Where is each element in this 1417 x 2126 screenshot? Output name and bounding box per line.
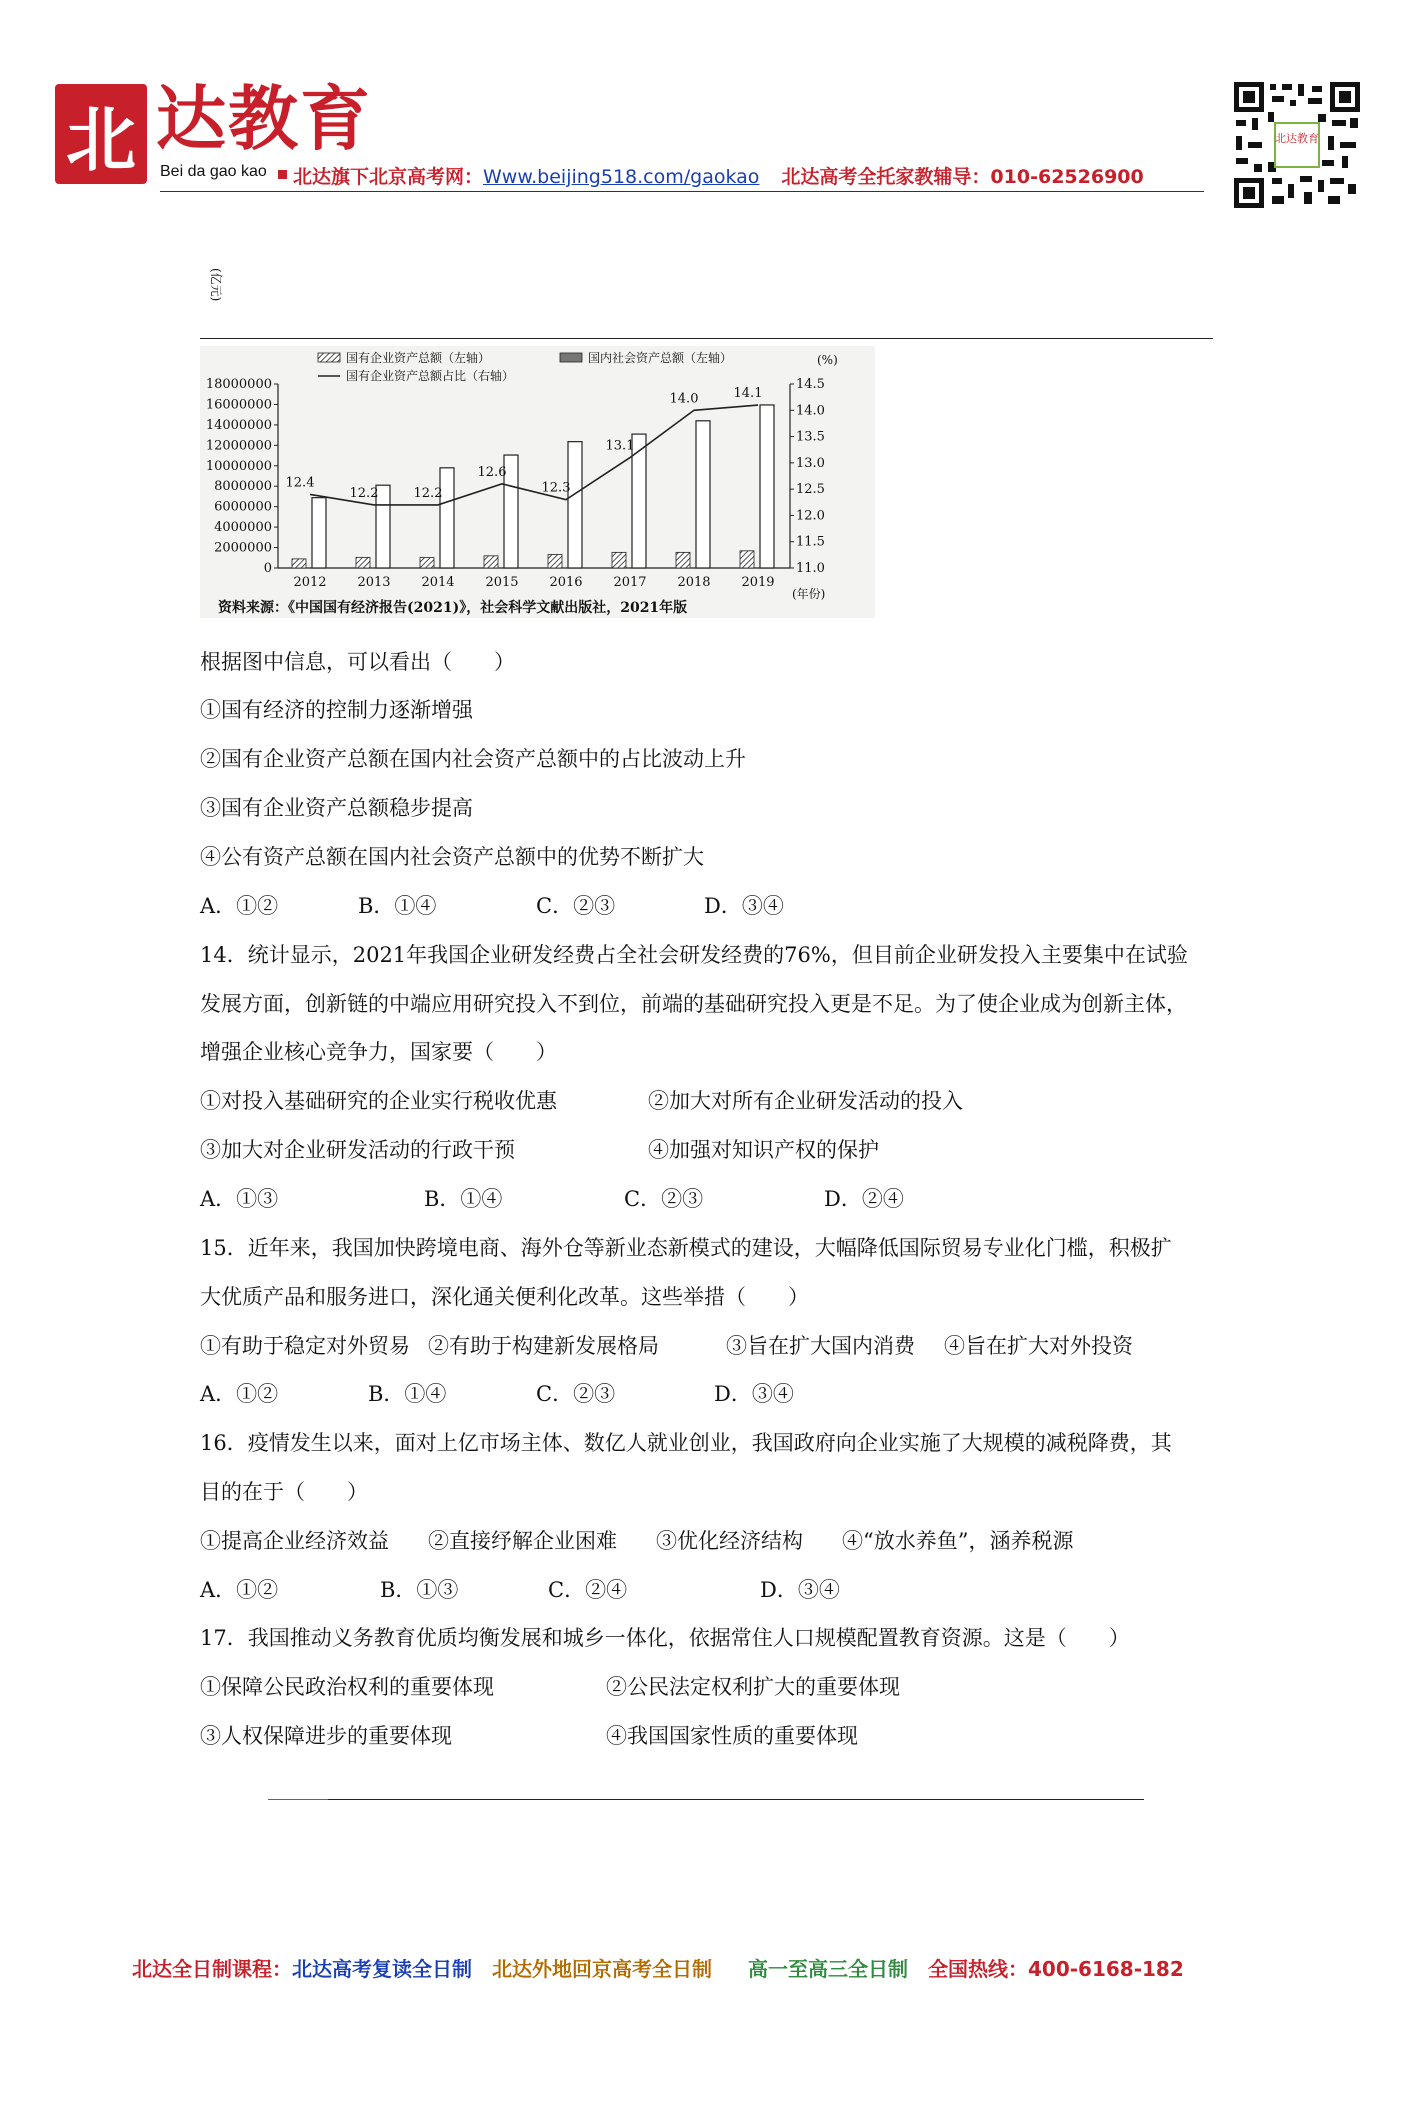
q14-item-3: ③加大对企业研发活动的行政干预 bbox=[200, 1138, 515, 1162]
left-tick-label: 16000000 bbox=[205, 397, 272, 413]
q14-stem-line-2: 发展方面，创新链的中端应用研究投入不到位，前端的基础研究投入更是不足。为了使企业成为创新主体， bbox=[200, 992, 1187, 1016]
bar-social-assets bbox=[568, 442, 582, 568]
q16-option-c[interactable]: C．②④ bbox=[548, 1578, 628, 1602]
content-bottom-divider bbox=[328, 1799, 1144, 1800]
q16-option-b[interactable]: B．①③ bbox=[380, 1578, 459, 1602]
footer-course-3[interactable]: 高一至高三全日制 bbox=[748, 1957, 908, 1981]
logo-text: 达教育 bbox=[156, 78, 372, 160]
site-link[interactable]: Www.beijing518.com/gaokao bbox=[483, 166, 760, 188]
bar-state-assets bbox=[356, 557, 370, 568]
q16-stem-line-1: 16．疫情发生以来，面对上亿市场主体、数亿人就业创业，我国政府向企业实施了大规模的减税降费，其 bbox=[200, 1431, 1172, 1455]
right-tick-label: 14.5 bbox=[796, 377, 825, 392]
q17-item-4: ④我国国家性质的重要体现 bbox=[606, 1724, 858, 1748]
logo-pinyin: Bei da gao kao bbox=[160, 163, 267, 180]
legend-swatch-social-assets bbox=[560, 353, 582, 362]
legend-social-assets: 国内社会资产总额（左轴） bbox=[588, 351, 733, 365]
share-data-label: 13.1 bbox=[605, 438, 635, 454]
content-top-divider bbox=[200, 338, 1213, 339]
bar-social-assets bbox=[696, 421, 710, 568]
left-axis-label: (亿元) bbox=[209, 268, 223, 302]
q16-stem-line-2: 目的在于（ ） bbox=[200, 1480, 368, 1504]
x-tick-label: 2016 bbox=[549, 575, 583, 590]
bar-state-assets bbox=[740, 551, 754, 568]
q15-item-1: ①有助于稳定对外贸易 bbox=[200, 1334, 410, 1358]
left-tick-label: 10000000 bbox=[205, 458, 272, 474]
header-bullet bbox=[278, 170, 287, 179]
q13-option-b[interactable]: B．①④ bbox=[358, 894, 437, 918]
q14-option-a[interactable]: A．①③ bbox=[200, 1187, 279, 1211]
q15-item-2: ②有助于构建新发展格局 bbox=[428, 1334, 659, 1358]
right-tick-label: 13.0 bbox=[796, 455, 825, 471]
q17-item-3: ③人权保障进步的重要体现 bbox=[200, 1724, 452, 1748]
q13-item-1: ①国有经济的控制力逐渐增强 bbox=[200, 698, 473, 722]
x-tick-label: 2012 bbox=[293, 575, 327, 590]
bar-state-assets bbox=[292, 559, 306, 568]
left-tick-label: 12000000 bbox=[205, 438, 272, 454]
q16-item-1: ①提高企业经济效益 bbox=[200, 1529, 389, 1553]
qr-code bbox=[1232, 80, 1362, 210]
x-tick-label: 2018 bbox=[677, 575, 711, 590]
q14-option-c[interactable]: C．②③ bbox=[624, 1187, 704, 1211]
legend-swatch-state-assets bbox=[318, 353, 340, 362]
x-tick-label: 2014 bbox=[421, 575, 455, 590]
q13-item-4: ④公有资产总额在国内社会资产总额中的优势不断扩大 bbox=[200, 845, 704, 869]
header-info bbox=[293, 162, 1144, 189]
footer-hotline: 全国热线：400-6168-182 bbox=[928, 1957, 1184, 1981]
qr-label: 北达教育 bbox=[1275, 132, 1319, 145]
q16-option-a[interactable]: A．①② bbox=[200, 1578, 279, 1602]
left-tick-label: 18000000 bbox=[205, 377, 272, 392]
asset-chart bbox=[200, 268, 875, 618]
x-tick-label: 2019 bbox=[741, 575, 775, 590]
q15-option-d[interactable]: D．③④ bbox=[714, 1382, 794, 1406]
right-tick-label: 11.0 bbox=[796, 561, 825, 576]
right-tick-label: 14.0 bbox=[796, 403, 825, 419]
x-tick-label: 2015 bbox=[485, 575, 519, 590]
share-data-label: 12.2 bbox=[349, 485, 379, 501]
bar-state-assets bbox=[676, 552, 690, 568]
logo bbox=[55, 84, 147, 184]
content-bottom-divider-accent bbox=[268, 1799, 328, 1800]
right-tick-label: 12.5 bbox=[796, 482, 825, 498]
bar-social-assets bbox=[760, 405, 774, 568]
bar-social-assets bbox=[312, 498, 326, 568]
q15-stem-line-2: 大优质产品和服务进口，深化通关便利化改革。这些举措（ ） bbox=[200, 1285, 809, 1309]
q14-stem-line-1: 14．统计显示，2021年我国企业研发经费占全社会研发经费的76%，但目前企业研发投入主要集中在试验 bbox=[200, 943, 1188, 967]
q14-option-b[interactable]: B．①④ bbox=[424, 1187, 503, 1211]
right-tick-label: 13.5 bbox=[796, 429, 825, 445]
footer-label: 北达全日制课程： bbox=[132, 1957, 292, 1981]
q16-option-d[interactable]: D．③④ bbox=[760, 1578, 840, 1602]
q17-item-1: ①保障公民政治权利的重要体现 bbox=[200, 1675, 494, 1699]
share-data-label: 12.3 bbox=[541, 480, 571, 496]
q13-option-c[interactable]: C．②③ bbox=[536, 894, 616, 918]
bar-social-assets bbox=[440, 468, 454, 568]
q17-stem: 17．我国推动义务教育优质均衡发展和城乡一体化，依据常住人口规模配置教育资源。这是（ ） bbox=[200, 1626, 1130, 1650]
footer-course-1[interactable]: 北达高考复读全日制 bbox=[292, 1957, 472, 1981]
x-tick-label: 2013 bbox=[357, 575, 391, 590]
q15-option-a[interactable]: A．①② bbox=[200, 1382, 279, 1406]
share-data-label: 14.1 bbox=[733, 386, 763, 402]
left-tick-label: 6000000 bbox=[214, 499, 272, 515]
left-tick-label: 8000000 bbox=[214, 479, 272, 495]
q15-item-4: ④旨在扩大对外投资 bbox=[944, 1334, 1133, 1358]
q16-item-2: ②直接纾解企业困难 bbox=[428, 1529, 617, 1553]
q14-item-2: ②加大对所有企业研发活动的投入 bbox=[648, 1089, 963, 1113]
left-tick-label: 14000000 bbox=[205, 417, 272, 433]
legend-state-assets: 国有企业资产总额（左轴） bbox=[346, 351, 491, 365]
q15-option-b[interactable]: B．①④ bbox=[368, 1382, 447, 1406]
footer bbox=[132, 1953, 1204, 1982]
q15-option-c[interactable]: C．②③ bbox=[536, 1382, 616, 1406]
share-data-label: 12.2 bbox=[413, 485, 443, 501]
x-axis-label: (年份) bbox=[792, 587, 826, 601]
bar-state-assets bbox=[420, 558, 434, 568]
site-prefix: 北达旗下北京高考网： bbox=[293, 166, 484, 188]
q13-item-2: ②国有企业资产总额在国内社会资产总额中的占比波动上升 bbox=[200, 747, 746, 771]
q14-option-d[interactable]: D．②④ bbox=[824, 1187, 904, 1211]
q16-item-3: ③优化经济结构 bbox=[656, 1529, 803, 1553]
q14-stem-line-3: 增强企业核心竞争力，国家要（ ） bbox=[200, 1040, 557, 1064]
q13-option-d[interactable]: D．③④ bbox=[704, 894, 784, 918]
q15-stem-line-1: 15．近年来，我国加快跨境电商、海外仓等新业态新模式的建设，大幅降低国际贸易专业化门槛，积极扩 bbox=[200, 1236, 1172, 1260]
q17-item-2: ②公民法定权利扩大的重要体现 bbox=[606, 1675, 900, 1699]
right-tick-label: 12.0 bbox=[796, 508, 825, 524]
q16-item-4: ④“放水养鱼”，涵养税源 bbox=[842, 1529, 1074, 1553]
right-tick-label: 11.5 bbox=[796, 534, 825, 550]
bar-state-assets bbox=[484, 556, 498, 568]
left-tick-label: 0 bbox=[263, 561, 272, 576]
share-data-label: 14.0 bbox=[669, 391, 699, 407]
q13-option-a[interactable]: A．①② bbox=[200, 894, 279, 918]
left-tick-label: 2000000 bbox=[214, 540, 272, 556]
q15-item-3: ③旨在扩大国内消费 bbox=[726, 1334, 915, 1358]
right-axis-label: (%) bbox=[817, 353, 838, 367]
share-data-label: 12.4 bbox=[285, 475, 315, 491]
q14-item-1: ①对投入基础研究的企业实行税收优惠 bbox=[200, 1089, 557, 1113]
share-data-label: 12.6 bbox=[477, 464, 507, 480]
q13-stem: 根据图中信息，可以看出（ ） bbox=[200, 650, 515, 674]
chart-source: 资料来源：《中国国有经济报告(2021)》，社会科学文献出版社，2021年版 bbox=[218, 600, 688, 616]
q13-item-3: ③国有企业资产总额稳步提高 bbox=[200, 796, 473, 820]
bar-state-assets bbox=[612, 552, 626, 568]
tutor-text: 北达高考全托家教辅导：010-62526900 bbox=[781, 166, 1144, 188]
footer-course-2[interactable]: 北达外地回京高考全日制 bbox=[492, 1957, 712, 1981]
logo-char: 北 bbox=[66, 98, 136, 181]
x-tick-label: 2017 bbox=[613, 575, 647, 590]
bar-state-assets bbox=[548, 555, 562, 568]
q14-item-4: ④加强对知识产权的保护 bbox=[648, 1138, 879, 1162]
header-divider bbox=[160, 191, 1204, 192]
left-tick-label: 4000000 bbox=[214, 520, 272, 536]
legend-share: 国有企业资产总额占比（右轴） bbox=[346, 369, 515, 383]
